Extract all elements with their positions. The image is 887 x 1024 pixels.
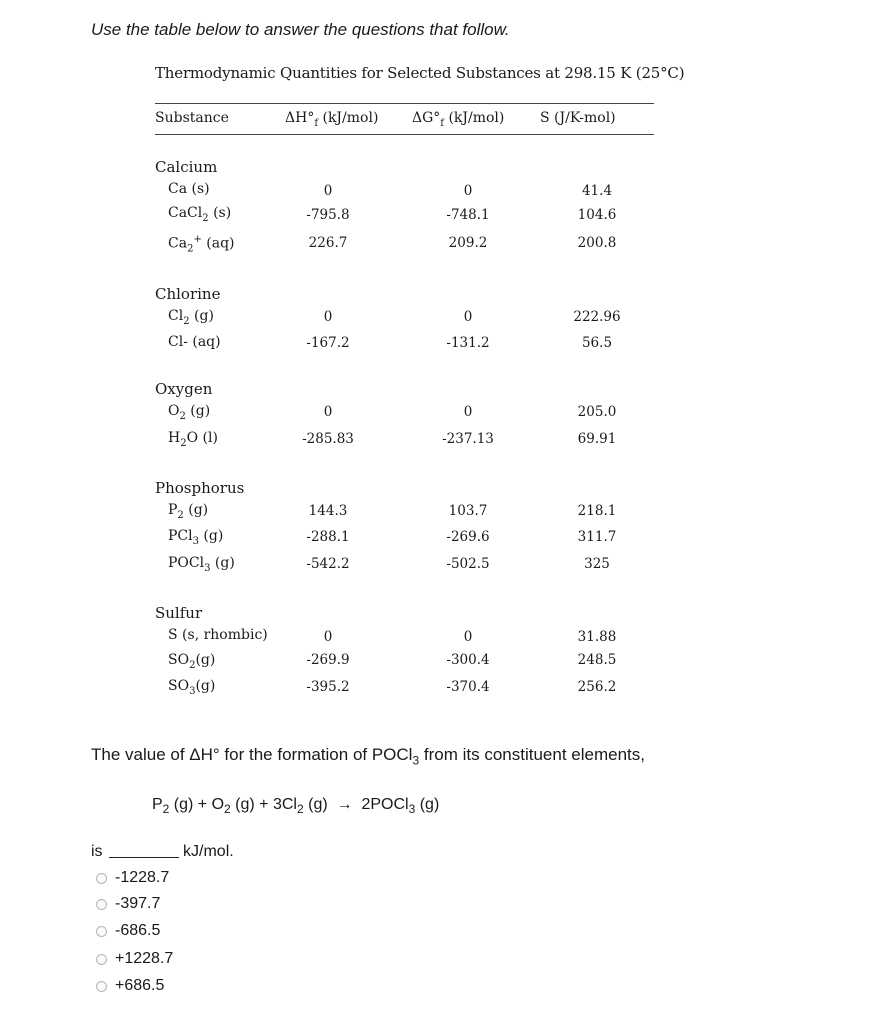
category-chlorine: Chlorine: [155, 285, 221, 303]
value-dh: -542.2: [306, 556, 350, 572]
substance-so2: $SO_2(g)$: [168, 652, 216, 671]
substance-s-rhombic: S (s, rhombic): [168, 627, 268, 643]
value-dg: -748.1: [446, 207, 490, 223]
option-label: +1228.7: [115, 950, 174, 967]
answer-option[interactable]: [96, 922, 160, 940]
value-s: 200.8: [577, 235, 617, 251]
value-dg: 0: [463, 629, 473, 645]
table-caption: Thermodynamic Quantities for Selected Substances at 298.15 K (25°C): [155, 64, 685, 82]
category-sulfur: Sulfur: [155, 604, 203, 622]
value-dh: -167.2: [306, 335, 350, 351]
value-dh: -285.83: [302, 431, 354, 447]
question-text: The value of ΔH° for the formation of POCl$_3$ from its constituent elements,: [91, 745, 645, 768]
option-label: -1228.7: [115, 869, 170, 886]
table-header-rule: [155, 134, 654, 135]
answer-option[interactable]: [96, 869, 169, 887]
value-dh: 0: [323, 629, 333, 645]
value-dh: 0: [323, 404, 333, 420]
answer-blank-row: [91, 843, 234, 861]
answer-option[interactable]: [96, 977, 164, 995]
value-dh: 0: [323, 309, 333, 325]
radio-button[interactable]: [96, 981, 107, 992]
substance-pcl3: PCl$_3$ (g): [168, 528, 224, 547]
substance-cacl2: CaCl$_2$ (s): [168, 205, 232, 224]
substance-o2: $O_2$ (g): [168, 403, 211, 422]
value-dg: -237.13: [442, 431, 494, 447]
value-s: 311.7: [577, 529, 617, 545]
value-dh: 144.3: [308, 503, 348, 519]
radio-button[interactable]: [96, 873, 107, 884]
substance-pocl3: POCl$_3$ (g): [168, 555, 235, 574]
substance-ca2plus: $Ca_2^+$ (aq): [168, 234, 235, 255]
value-dg: -131.2: [446, 335, 490, 351]
value-dg: -300.4: [446, 652, 490, 668]
value-dg: -370.4: [446, 679, 490, 695]
value-dh: -269.9: [306, 652, 350, 668]
value-dh: 226.7: [308, 235, 348, 251]
arrow-icon: →: [336, 796, 353, 813]
table-top-rule: [155, 103, 654, 104]
instruction-text: Use the table below to answer the questions that follow.: [91, 20, 510, 39]
category-phosphorus: Phosphorus: [155, 479, 245, 497]
answer-blank: [109, 857, 179, 858]
value-s: 41.4: [581, 183, 613, 199]
substance-cl2: $Cl_2$ (g): [168, 308, 214, 327]
reaction-equation: $P_2$ $(g) + O_2$ $(g) + 3Cl_2$ (g) → 2POCl$_3$ (g): [152, 796, 440, 817]
option-label: +686.5: [115, 977, 165, 994]
value-s: 248.5: [577, 652, 617, 668]
value-dg: 103.7: [448, 503, 488, 519]
value-dg: 0: [463, 309, 473, 325]
value-s: 256.2: [577, 679, 617, 695]
blank-suffix: kJ/mol.: [183, 843, 234, 860]
value-s: 56.5: [581, 335, 613, 351]
substance-cl-minus: Cl- (aq): [168, 334, 221, 350]
value-s: 69.91: [577, 431, 617, 447]
category-oxygen: Oxygen: [155, 380, 213, 398]
substance-so3: $SO_3(g)$: [168, 678, 216, 697]
category-calcium: Calcium: [155, 158, 218, 176]
value-dg: -502.5: [446, 556, 490, 572]
value-s: 31.88: [577, 629, 617, 645]
header-substance: Substance: [155, 110, 229, 126]
substance-h2o: $H_2O$ (l): [168, 430, 218, 449]
header-s: S (J/K-mol): [540, 110, 616, 126]
value-s: 325: [584, 556, 610, 572]
radio-button[interactable]: [96, 899, 107, 910]
value-s: 104.6: [577, 207, 617, 223]
value-s: 205.0: [577, 404, 617, 420]
value-dh: -288.1: [306, 529, 350, 545]
value-s: 222.96: [573, 309, 621, 325]
substance-ca: Ca (s): [168, 181, 210, 197]
value-dg: 0: [463, 404, 473, 420]
substance-p2: $P_2$ (g): [168, 502, 209, 521]
answer-option[interactable]: [96, 950, 173, 968]
option-label: -397.7: [115, 895, 161, 912]
answer-option[interactable]: [96, 895, 160, 913]
header-dh: $\Delta H^\circ_f$ (kJ/mol): [285, 110, 379, 129]
value-dg: -269.6: [446, 529, 490, 545]
header-dg: $\Delta G^\circ_f$ (kJ/mol): [412, 110, 505, 129]
value-dh: -795.8: [306, 207, 350, 223]
value-dg: 209.2: [448, 235, 488, 251]
value-dh: -395.2: [306, 679, 350, 695]
value-s: 218.1: [577, 503, 617, 519]
radio-button[interactable]: [96, 926, 107, 937]
option-label: -686.5: [115, 922, 161, 939]
value-dg: 0: [463, 183, 473, 199]
value-dh: 0: [323, 183, 333, 199]
radio-button[interactable]: [96, 954, 107, 965]
blank-prefix: is: [91, 843, 103, 860]
